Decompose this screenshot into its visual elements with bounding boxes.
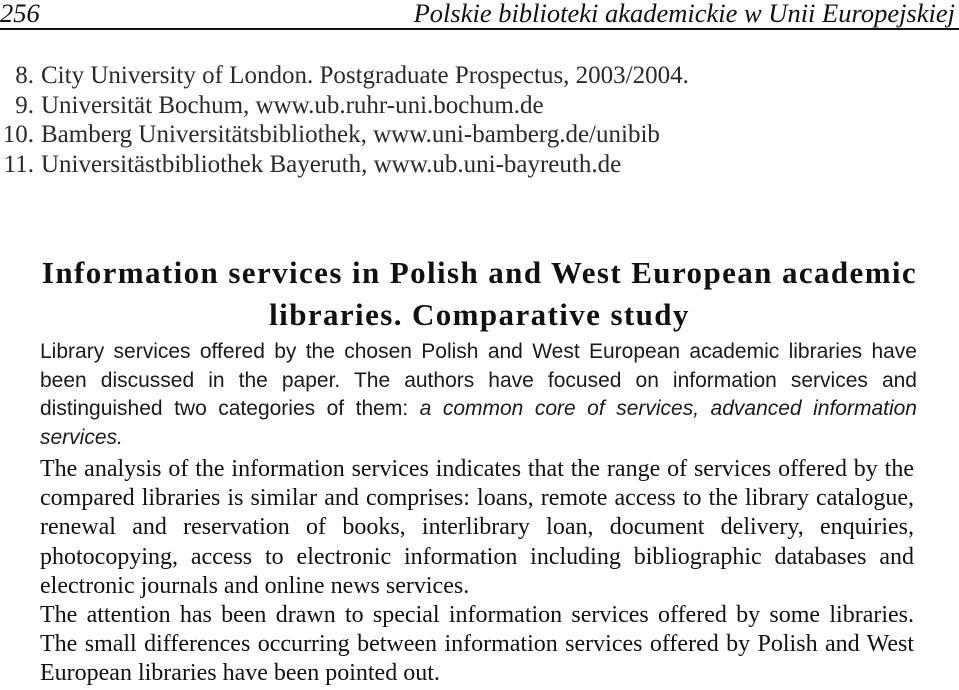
- reference-number: 8.: [15, 62, 34, 89]
- reference-item: [0, 61, 959, 91]
- abstract-line: [40, 367, 917, 396]
- reference-number: 11.: [3, 150, 34, 178]
- reference-text: Universitästbibliothek Bayeruth, www.ub.uni-bayreuth.de: [41, 150, 622, 178]
- body-line: compared libraries is similar and comprises: loans, remote access to the library catalogue,: [40, 485, 914, 512]
- reference-number: 10.: [2, 121, 34, 148]
- reference-item: [0, 120, 959, 150]
- abstract-line-text: Library services offered by the chosen Polish and West European academic libraries have: [40, 340, 917, 363]
- body-line: electronic journals and online news services.: [40, 572, 470, 599]
- body-paragraph: [40, 455, 914, 601]
- title-line: Information services in Polish and West European academic: [41, 255, 918, 290]
- reference-item: [0, 91, 959, 121]
- article-title: [20, 252, 939, 336]
- abstract-line: [40, 424, 917, 453]
- body-paragraph: [40, 630, 914, 688]
- body-line: The analysis of the information services indicates that the range of services offered by the: [40, 456, 914, 482]
- abstract-line: [40, 338, 917, 367]
- abstract: [40, 338, 917, 453]
- body-line: The small differences occurring between information services offered by Polish and West: [40, 631, 914, 658]
- abstract-italic-text: a common core of services, advanced information: [419, 397, 917, 421]
- body-text: [40, 455, 914, 689]
- reference-list: [0, 61, 959, 179]
- body-line: photocopying, access to electronic information including bibliographic databases and: [40, 543, 914, 570]
- abstract-line: [40, 395, 917, 424]
- reference-item: [0, 150, 959, 180]
- body-paragraph: [40, 601, 914, 630]
- reference-number: 9.: [15, 91, 34, 119]
- reference-text: Bamberg Universitätsbibliothek, www.uni-bamberg.de/unibib: [41, 121, 660, 148]
- running-title: Polskie biblioteki akademickie w Unii Europejskiej: [413, 0, 955, 28]
- page-number: 256: [0, 0, 40, 28]
- title-line: libraries. Comparative study: [269, 297, 690, 332]
- body-line: renewal and reservation of books, interlibrary loan, document delivery, enquiries,: [40, 514, 914, 541]
- abstract-line-text: been discussed in the paper. The authors have focused on information services and: [40, 368, 917, 392]
- reference-text: Universität Bochum, www.ub.ruhr-uni.bochum.de: [41, 91, 544, 119]
- header-rule: [0, 28, 959, 30]
- running-header: [0, 0, 959, 27]
- body-line: European libraries have been pointed out.: [40, 660, 440, 687]
- reference-text: City University of London. Postgraduate Prospectus, 2003/2004.: [41, 62, 689, 89]
- abstract-line-text: distinguished two categories of them:: [40, 397, 420, 421]
- body-line: The attention has been drawn to special information services offered by some libraries.: [40, 601, 914, 628]
- abstract-italic-text: services.: [40, 426, 123, 450]
